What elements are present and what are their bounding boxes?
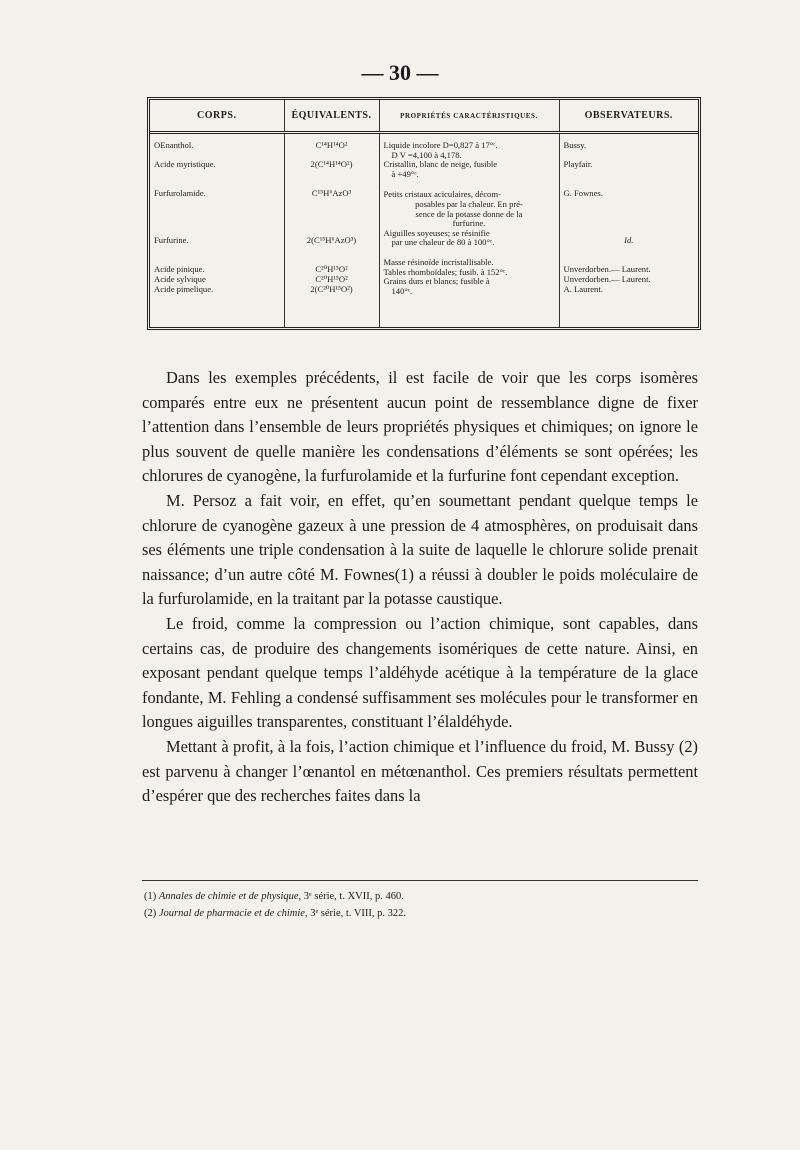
equiv-acide-sylvique: C²⁰H¹⁵O² bbox=[315, 273, 348, 284]
corps-furfurine: Furfurine. bbox=[154, 234, 189, 245]
prop-myristique-line-1: Cristallin, blanc de neige, fusible bbox=[383, 159, 498, 170]
prop-furfurolamide-line-2: posables par la chaleur. En pré- bbox=[415, 198, 523, 209]
prop-furfurolamide-line-1: Petits cristaux aciculaires, décom- bbox=[383, 189, 501, 200]
corps-acide-myristique: Acide myristique. bbox=[154, 158, 216, 169]
column-observateurs bbox=[559, 133, 698, 328]
footnote-2-source: Journal de pharmacie et de chimie bbox=[158, 908, 305, 919]
footnote-2-number: (2) bbox=[144, 908, 157, 919]
prop-furfurine-line-2: par une chaleur de 80 à 100°ᶜ. bbox=[391, 237, 495, 248]
prop-pimelique-line-2: 140°ᶜ. bbox=[391, 285, 413, 296]
prop-myristique-line-2: à +49°ᶜ. bbox=[391, 168, 419, 179]
paragraph-3: Le froid, comme la compression ou l’action chimique, sont capables, dans certains cas, de produire des changements isomériques de cette nature. Ainsi, en exposant pendant quelque temps l’aldéhyde acétique à la température de la glace fondante, M. Fehling a condensé suffisamment ses molécules pour le transformer en longues aiguilles transparentes, constituant l’élaldéhyde. bbox=[142, 613, 698, 732]
obs-acide-pinique: Unverdorben.— Laurent. bbox=[563, 264, 651, 275]
obs-acide-myristique: Playfair. bbox=[563, 158, 593, 169]
obs-acide-sylvique: Unverdorben.— Laurent. bbox=[563, 273, 651, 284]
footnotes bbox=[144, 888, 700, 922]
prop-oenanthol-line-1: Liquide incolore D=0,827 à 17°ᶜ. bbox=[383, 140, 498, 150]
header-observateurs: OBSERVATEURS. bbox=[559, 100, 698, 133]
prop-furfurine-line-1: Aiguilles soyeuses; se résinifie bbox=[383, 227, 490, 238]
column-corps bbox=[150, 133, 284, 328]
prop-acide-sylvique: Tables rhomboïdales; fusib. à 152°ᶜ. bbox=[383, 266, 508, 277]
prop-furfurolamide-line-3: sence de la potasse donne de la bbox=[415, 208, 523, 219]
equiv-oenanthol: C¹⁴H¹⁴O² bbox=[315, 140, 348, 150]
equiv-furfurolamide: C¹⁵H⁶AzO³ bbox=[311, 188, 352, 199]
header-proprietes: PROPRIÉTÉS CARACTÉRISTIQUES. bbox=[379, 100, 559, 133]
body-text bbox=[142, 366, 698, 809]
corps-acide-sylvique: Acide sylvique bbox=[154, 273, 206, 284]
obs-acide-pimelique: A. Laurent. bbox=[563, 283, 603, 294]
footnote-divider bbox=[142, 880, 698, 881]
equiv-acide-pinique: C²⁰H¹⁵O² bbox=[315, 264, 348, 275]
paragraph-4: Mettant à profit, à la fois, l’action chimique et l’influence du froid, M. Bussy (2) est parvenu à changer l’œnantol en métœnanthol. Ces premiers résultats permettent d’espérer que des recherches faites dans la bbox=[142, 736, 698, 806]
paragraph-1: Dans les exemples précédents, il est facile de voir que les corps isomères comparés entre eux ne présentent aucun point de ressemblance digne de fixer l’attention dans l’ensemble de leurs propriétés physiques et chimiques; on ignore le plus souvent de quelle manière les condensations d’éléments se sont opérées; les chlorures de cyanogène, la furfurolamide et la furfurine font cependant exception. bbox=[142, 368, 698, 486]
equiv-acide-myristique: 2(C¹⁴H¹⁴O²) bbox=[310, 158, 353, 169]
prop-pimelique-line-1: Grains durs et blancs; fusible à bbox=[383, 276, 490, 287]
prop-acide-pinique: Masse résinoïde incristallisable. bbox=[383, 256, 494, 267]
equiv-acide-pimelique: 2(C²⁰H¹⁵O²) bbox=[310, 283, 353, 294]
header-equivalents: ÉQUIVALENTS. bbox=[284, 100, 379, 133]
footnote-1 bbox=[144, 888, 700, 905]
prop-furfurolamide-line-4: furfurine. bbox=[452, 218, 486, 229]
obs-oenanthol: Bussy. bbox=[563, 140, 587, 150]
prop-oenanthol-line-2: D V =4,100 à 4,178. bbox=[391, 149, 462, 160]
footnote-1-source: Annales de chimie et de physique bbox=[158, 891, 299, 902]
corps-acide-pinique: Acide pinique. bbox=[154, 264, 205, 275]
obs-furfurolamide: G. Fownes. bbox=[563, 188, 603, 199]
corps-acide-pimelique: Acide pimelique. bbox=[154, 283, 214, 294]
corps-furfurolamide: Furfurolamide. bbox=[154, 188, 206, 199]
page-number: — 30 — bbox=[361, 60, 439, 85]
paragraph-2: M. Persoz a fait voir, en effet, qu’en soumettant pendant quelque temps le chlorure de cyanogène gazeux à une pression de 4 atmosphères, on produisait dans ses éléments une triple condensation à la suite de laquelle le chlorure solide prenait naissance; d’un autre côté M. Fownes(1) a réussi à doubler le poids moléculaire de la furfurolamide, en la traitant par la potasse caustique. bbox=[142, 490, 698, 609]
equiv-furfurine: 2(C¹⁵H⁶AzO³) bbox=[306, 234, 357, 245]
column-equivalents bbox=[284, 133, 379, 328]
footnote-1-number: (1) bbox=[144, 891, 157, 902]
footnote-1-detail: , 3ᵉ série, t. XVII, p. 460. bbox=[298, 891, 404, 902]
header-corps: CORPS. bbox=[150, 100, 284, 133]
footnote-2 bbox=[144, 905, 700, 922]
compounds-table bbox=[147, 97, 701, 330]
obs-furfurine: Id. bbox=[624, 234, 634, 245]
footnote-2-detail: , 3ᵉ série, t. VIII, p. 322. bbox=[304, 908, 407, 919]
corps-oenanthol: OEnanthol. bbox=[154, 140, 194, 150]
column-proprietes bbox=[379, 133, 559, 328]
